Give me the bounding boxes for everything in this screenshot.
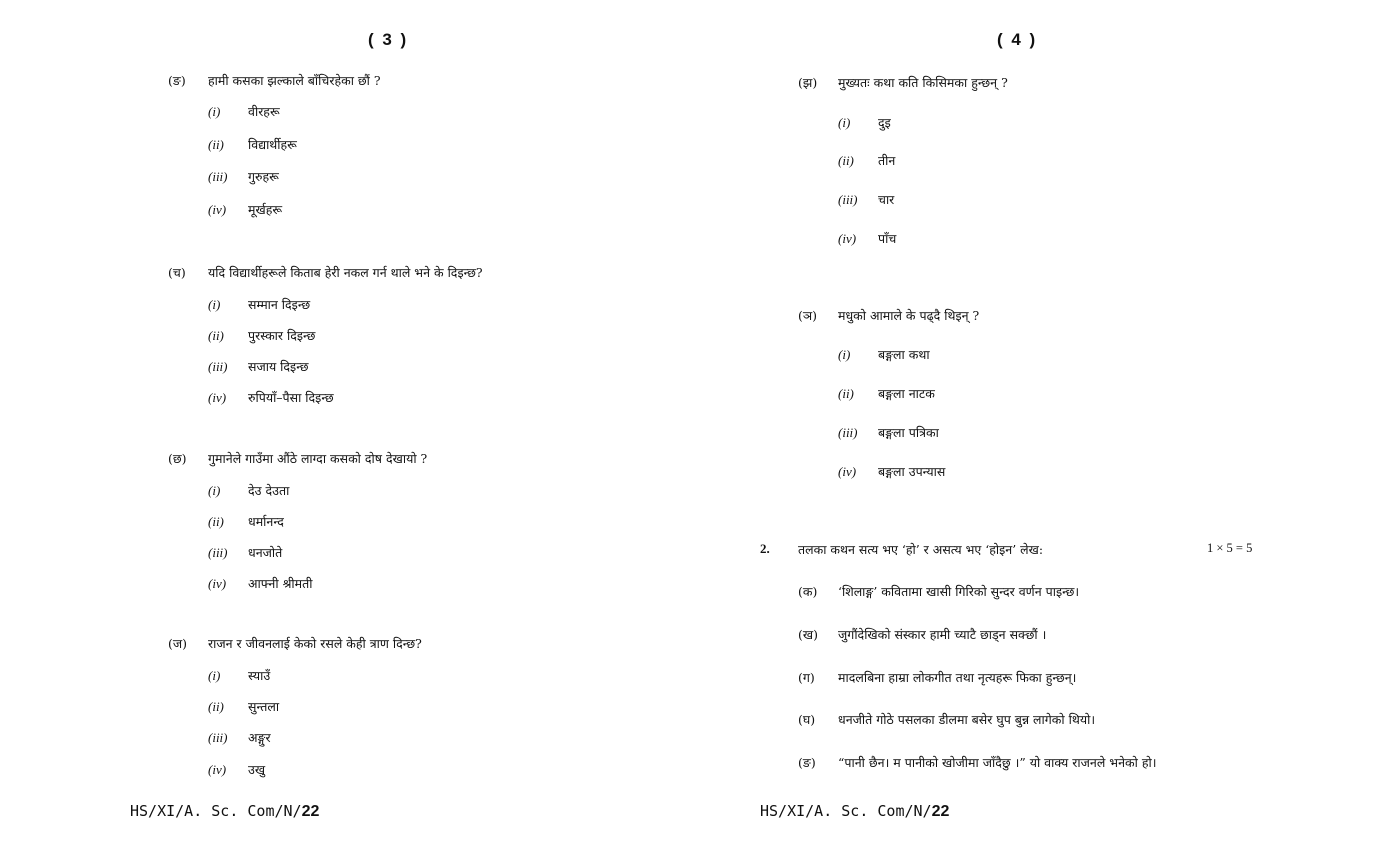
option-item [208,729,271,746]
footer-number: 22 [931,803,950,820]
question-text: राजन र जीवनलाई केको रसले केही त्राण दिन्छ? [208,636,422,651]
option-text: बङ्गला पत्रिका [878,425,939,440]
statement-label: (घ) [798,712,816,727]
option-text: वीरहरू [248,104,280,119]
option-number: (i) [208,668,221,683]
option-item [838,463,945,480]
statement-text: जुगौंदेखिको संस्कार हामी च्याटै छाड्न सक्छौं । [838,627,1047,642]
question-label: (च) [168,265,186,280]
option-number: (i) [208,104,221,119]
option-item [208,168,279,185]
statement-text: ‘शिलाङ्ग’ कवितामा खासी गिरिको सुन्दर वर्णन पाइन्छ। [838,584,1080,599]
statement-item [798,754,1156,771]
statement-label: (ङ) [798,755,816,770]
question-label: (ञ) [798,308,818,323]
option-number: (iv) [838,231,857,246]
question-nya [798,307,979,324]
option-text: गुरुहरू [248,169,279,184]
option-text: रुपियाँ–पैसा दिइन्छ [248,390,334,405]
question-text: मधुको आमाले के पढ्दै थिइन् ? [838,308,980,323]
option-number: (ii) [208,699,224,714]
option-number: (ii) [838,386,854,401]
option-item [838,385,935,402]
question-text: यदि विद्यार्थीहरूले किताब हेरी नकल गर्न थाले भने के दिइन्छ? [208,265,483,280]
option-item [208,698,279,715]
question-2-instruction: तलका कथन सत्य भए ‘हो’ र असत्य भए ‘होइन’ लेख: [798,542,1044,557]
footer-code: HS/XI/A. Sc. Com/N/ [760,802,932,820]
statement-label: (क) [798,584,818,599]
option-number: (iii) [208,359,228,374]
question-jha [798,74,1008,91]
option-text: बङ्गला कथा [878,347,930,362]
option-text: सम्मान दिइन्छ [248,297,311,312]
question-text: हामी कसका झल्काले बाँचिरहेका छौं ? [208,73,381,88]
option-text: पाँच [878,231,897,246]
option-item [208,482,289,499]
option-number: (ii) [838,153,854,168]
question-label: (छ) [168,451,187,466]
question-cha [168,264,483,281]
option-item [838,230,896,247]
option-number: (iv) [208,576,227,591]
option-number: (iv) [208,390,227,405]
question-label: (ङ) [168,73,186,88]
option-item [208,103,280,120]
option-text: बङ्गला नाटक [878,386,935,401]
option-number: (iii) [208,169,228,184]
footer-number: 22 [301,803,320,820]
question-nga [168,72,381,89]
question-text: गुमानेले गाउँमा औंठे लाग्दा कसको दोष देखायो ? [208,451,428,466]
option-number: (ii) [208,514,224,529]
option-item [208,667,270,684]
option-item [208,575,313,592]
option-text: बङ्गला उपन्यास [878,464,946,479]
option-item [838,424,939,441]
option-text: तीन [878,153,896,168]
option-text: धनजोते [248,545,283,560]
option-item [208,358,309,375]
option-text: पुरस्कार दिइन्छ [248,328,316,343]
option-item [838,191,894,208]
option-item [208,389,334,406]
page-number: ( 3 ) [368,30,409,49]
page-footer [760,802,949,821]
option-item [208,201,282,218]
question-label: (ज) [168,636,188,651]
option-item [838,114,891,131]
option-number: (iv) [208,202,227,217]
statement-item [798,626,1046,643]
option-item [838,152,895,169]
option-text: उखु [248,762,266,777]
question-2-marks: 1 × 5 = 5 [1207,541,1253,555]
option-text: स्याउँ [248,668,271,683]
option-number: (ii) [208,328,224,343]
statement-text: धनजीते गोठे पसलका डीलमा बसेर घुप बुन्न लागेको थियो। [838,712,1096,727]
statement-label: (ग) [798,670,815,685]
option-text: आफ्नी श्रीमती [248,576,313,591]
question-text: मुख्यतः कथा कति किसिमका हुन्छन् ? [838,75,1008,90]
option-number: (iii) [838,192,858,207]
option-number: (i) [838,347,851,362]
option-text: अङ्गुर [248,730,271,745]
option-number: (iv) [838,464,857,479]
statement-text: मादलबिना हाम्रा लोकगीत तथा नृत्यहरू फिका हुन्छन्। [838,670,1077,685]
question-chha [168,450,427,467]
statement-item [798,583,1079,600]
statement-text: “पानी छैन। म पानीको खोजीमा जाँदैछु ।” यो वाक्य राजनले भनेको हो। [838,755,1157,770]
option-number: (iii) [838,425,858,440]
option-text: सजाय दिइन्छ [248,359,309,374]
option-item [208,544,282,561]
option-number: (i) [208,297,221,312]
option-item [208,136,297,153]
option-item [838,346,930,363]
option-number: (i) [838,115,851,130]
question-2-number: 2. [760,541,770,556]
option-number: (iv) [208,762,227,777]
option-text: देउ देउता [248,483,290,498]
page-footer [130,802,319,821]
option-number: (ii) [208,137,224,152]
option-text: धर्मानन्द [248,514,284,529]
option-item [208,513,284,530]
statement-label: (ख) [798,627,818,642]
option-item [208,296,310,313]
question-ja [168,635,422,652]
page-number: ( 4 ) [997,30,1038,49]
option-item [208,761,265,778]
option-number: (i) [208,483,221,498]
option-item [208,327,315,344]
statement-item [798,669,1076,686]
option-text: विद्यार्थीहरू [248,137,297,152]
option-text: चार [878,192,895,207]
right-page [700,0,1400,850]
option-number: (iii) [208,545,228,560]
footer-code: HS/XI/A. Sc. Com/N/ [130,802,302,820]
question-label: (झ) [798,75,818,90]
statement-item [798,711,1095,728]
option-number: (iii) [208,730,228,745]
option-text: सुन्तला [248,699,280,714]
option-text: दुइ [878,115,891,130]
option-text: मूर्खहरू [248,202,283,217]
